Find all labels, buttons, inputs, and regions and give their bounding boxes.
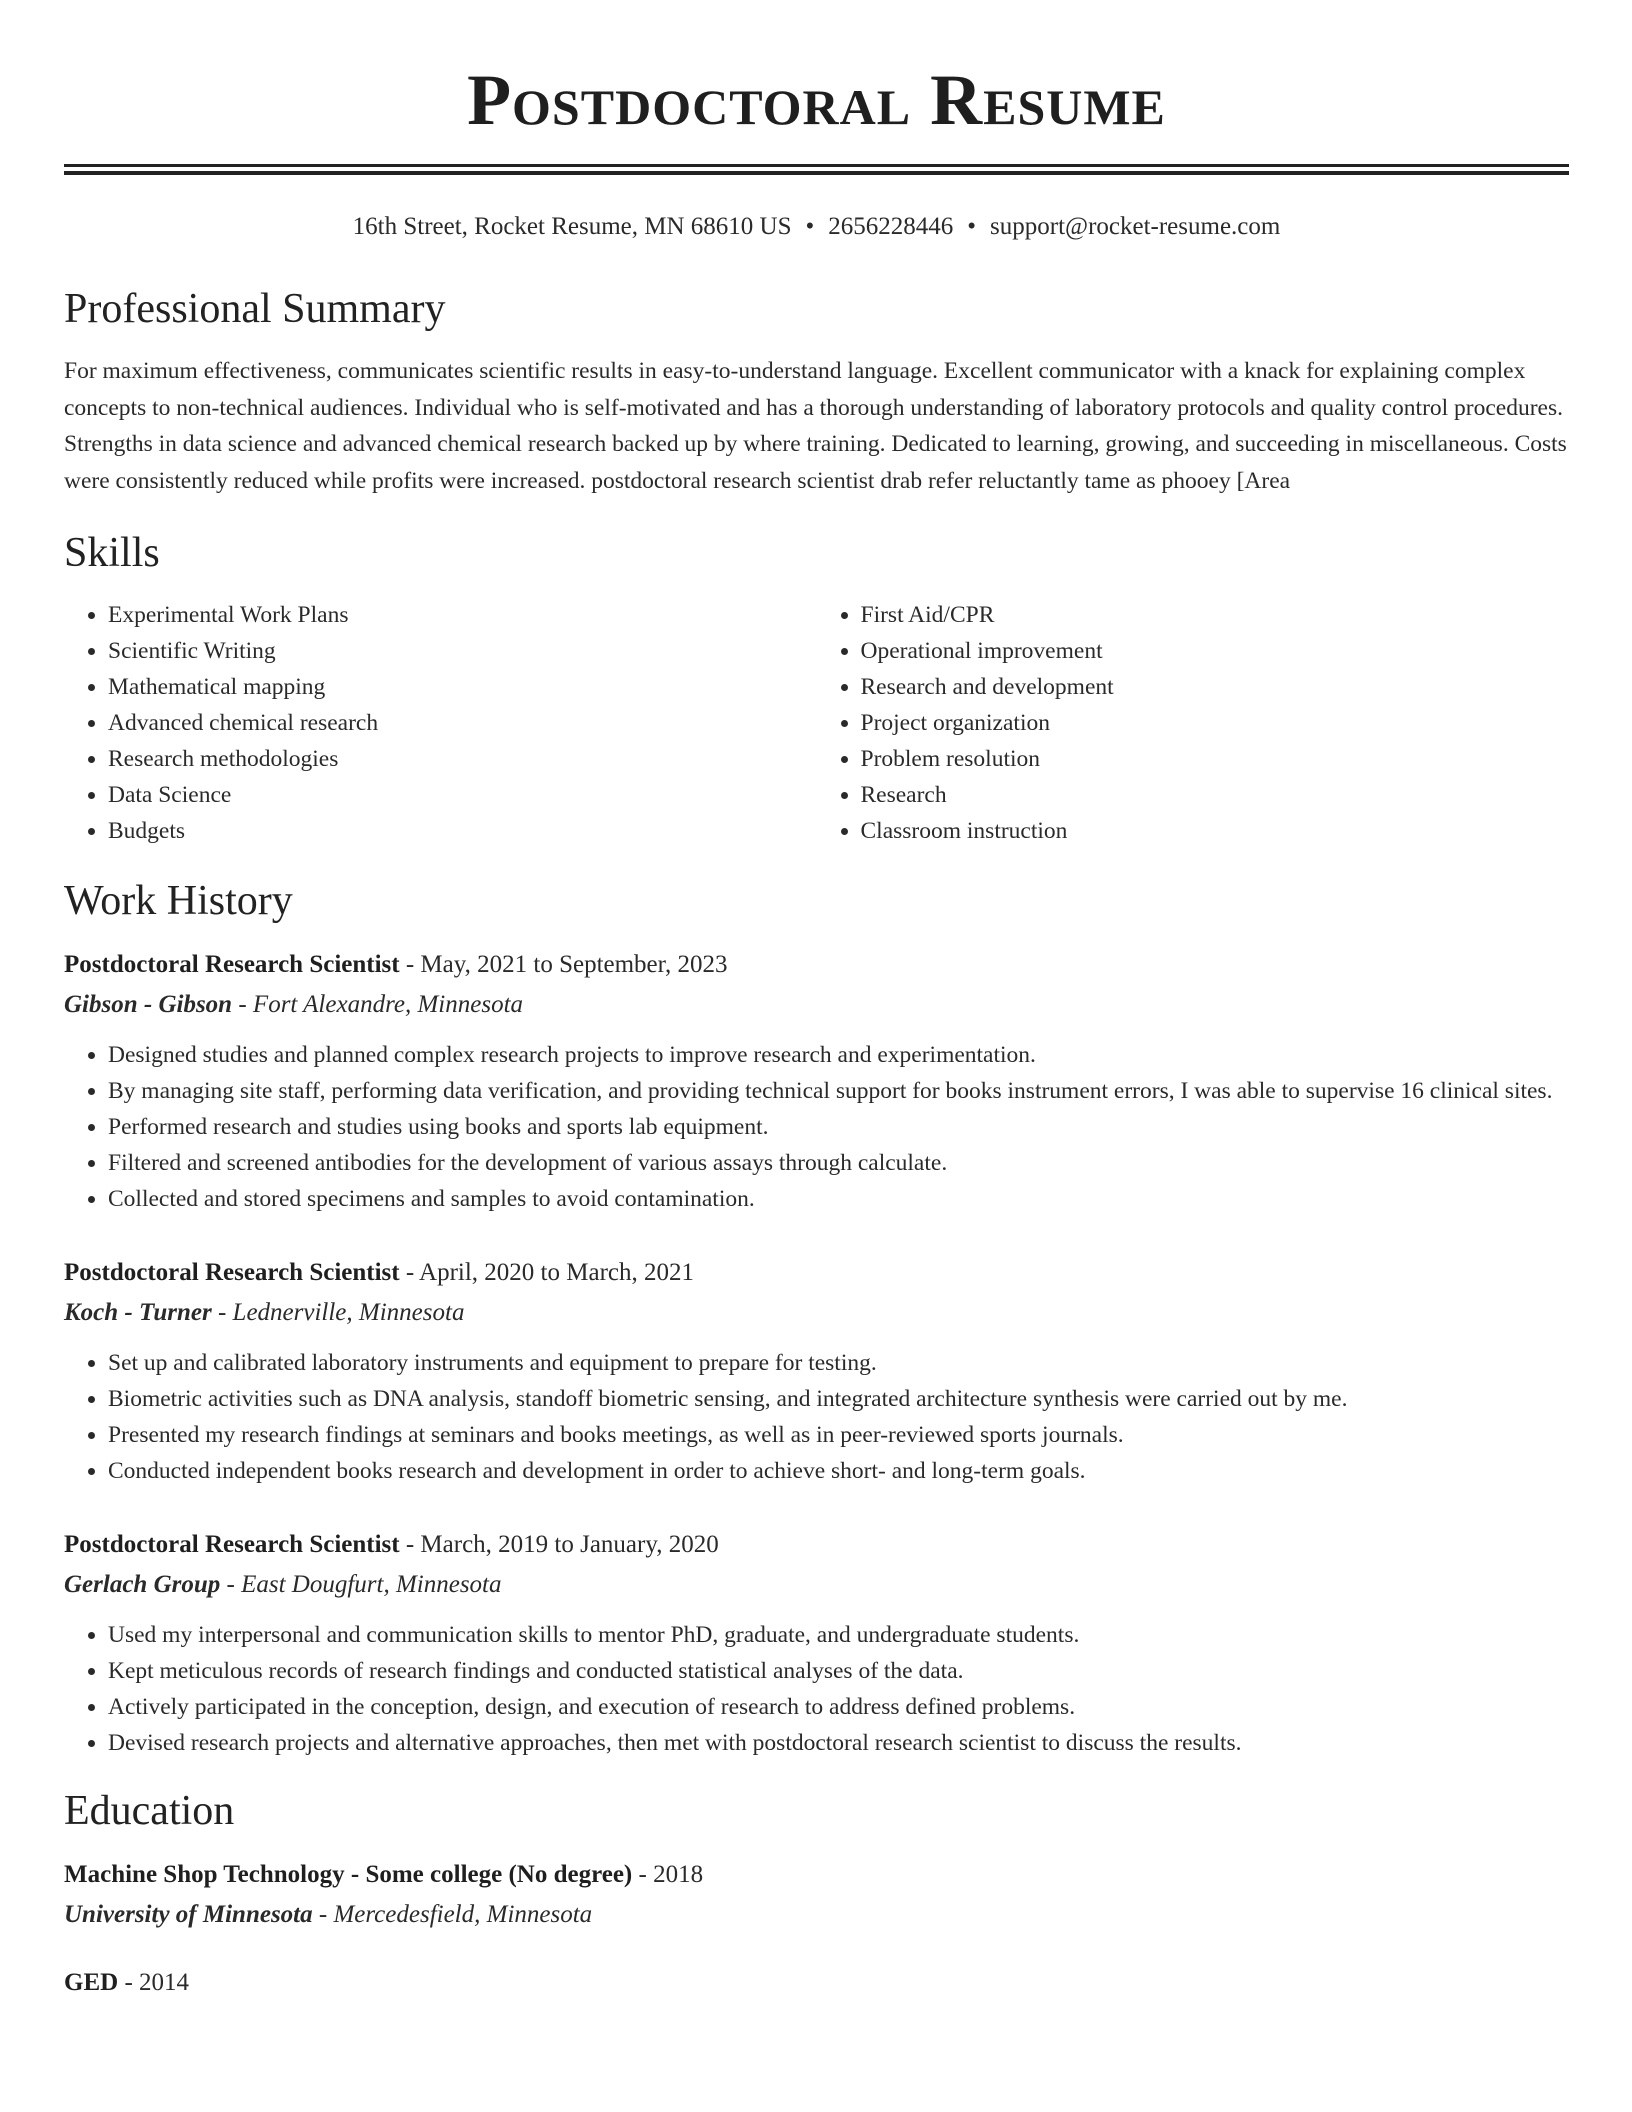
skill-item: • Scientific Writing [108, 633, 817, 669]
education-school: University of Minnesota [64, 1901, 313, 1928]
summary-heading: Professional Summary [64, 286, 446, 332]
skill-item: • Research methodologies [108, 741, 817, 777]
job-bullets [64, 1617, 1569, 1761]
job-company: Gerlach Group [64, 1571, 221, 1598]
education-section [64, 1785, 1569, 2003]
job-company: Gibson - Gibson [64, 991, 233, 1018]
job-title: Postdoctoral Research Scientist [64, 1531, 400, 1558]
skills-columns [64, 597, 1569, 849]
job-bullet: • Kept meticulous records of research findings and conducted statistical analyses of the data. [108, 1653, 1569, 1689]
job-entry [64, 1525, 1569, 1761]
skill-item: • Classroom instruction [861, 813, 1570, 849]
job-company-line [64, 1293, 1569, 1333]
job-dates: - April, 2020 to March, 2021 [399, 1259, 695, 1286]
job-header [64, 945, 1569, 985]
skill-item: • Mathematical mapping [108, 669, 817, 705]
skill-item: • Experimental Work Plans [108, 597, 817, 633]
contact-address: 16th Street, Rocket Resume, MN 68610 US [352, 213, 792, 240]
education-school-line [64, 1895, 1569, 1935]
resume-title: Postdoctoral Resume [467, 60, 1166, 140]
job-title: Postdoctoral Research Scientist [64, 1259, 400, 1286]
job-company-line [64, 985, 1569, 1025]
title-divider-bottom [64, 171, 1569, 175]
resume-page [64, 0, 1569, 2003]
contact-separator: • [967, 213, 977, 240]
job-bullet: • Set up and calibrated laboratory instruments and equipment to prepare for testing. [108, 1345, 1569, 1381]
job-dates: - May, 2021 to September, 2023 [399, 951, 728, 978]
job-location: - East Dougfurt, Minnesota [220, 1571, 502, 1598]
education-year: - 2014 [118, 1969, 190, 1996]
job-entry [64, 945, 1569, 1217]
job-bullet: • By managing site staff, performing data verification, and providing technical support for books instrument errors, I was able to supervise 16 clinical sites. [108, 1073, 1569, 1109]
job-title: Postdoctoral Research Scientist [64, 951, 400, 978]
education-location: - Mercedesfield, Minnesota [312, 1901, 593, 1928]
education-entry [64, 1855, 1569, 1935]
education-degree: GED [64, 1969, 119, 1996]
job-bullet: • Conducted independent books research and development in order to achieve short- and long-term goals. [108, 1453, 1569, 1489]
job-bullets [64, 1037, 1569, 1217]
job-bullet: • Presented my research findings at seminars and books meetings, as well as in peer-reviewed sports journals. [108, 1417, 1569, 1453]
job-bullet: • Actively participated in the conception, design, and execution of research to address defined problems. [108, 1689, 1569, 1725]
job-bullet: • Collected and stored specimens and samples to avoid contamination. [108, 1181, 1569, 1217]
contact-separator: • [805, 213, 815, 240]
job-bullet: • Filtered and screened antibodies for the development of various assays through calculate. [108, 1145, 1569, 1181]
skill-item: • Advanced chemical research [108, 705, 817, 741]
education-header [64, 1963, 1569, 2003]
skill-item: • Budgets [108, 813, 817, 849]
job-entry [64, 1253, 1569, 1489]
skill-item: • Research [861, 777, 1570, 813]
education-entry [64, 1963, 1569, 2003]
work-history-heading: Work History [64, 878, 293, 924]
skill-item: • Research and development [861, 669, 1570, 705]
job-bullet: • Devised research projects and alternative approaches, then met with postdoctoral research scientist to discuss the results. [108, 1725, 1569, 1761]
work-history-section [64, 875, 1569, 1761]
job-bullet: • Used my interpersonal and communication skills to mentor PhD, graduate, and undergraduate students. [108, 1617, 1569, 1653]
job-location: - Fort Alexandre, Minnesota [232, 991, 524, 1018]
job-header [64, 1525, 1569, 1565]
job-bullet: • Designed studies and planned complex research projects to improve research and experimentation. [108, 1037, 1569, 1073]
contact-line [64, 211, 1569, 243]
summary-section [64, 283, 1569, 499]
education-header [64, 1855, 1569, 1895]
job-bullets [64, 1345, 1569, 1489]
skills-list-left [64, 597, 817, 849]
education-degree: Machine Shop Technology - Some college (No degree) [64, 1861, 633, 1888]
skills-section [64, 527, 1569, 849]
job-bullet: • Biometric activities such as DNA analysis, standoff biometric sensing, and integrated architecture synthesis were carried out by me. [108, 1381, 1569, 1417]
contact-phone: 2656228446 [828, 213, 954, 240]
job-company: Koch - Turner [64, 1299, 212, 1326]
job-location: - Lednerville, Minnesota [211, 1299, 465, 1326]
skill-item: • Project organization [861, 705, 1570, 741]
skills-heading: Skills [64, 530, 160, 576]
summary-text: For maximum effectiveness, communicates scientific results in easy-to-understand language. Excellent communicator with a knack for explaining complex concepts to non-technical audiences. Individual who is self-motivated and has a thorough understanding of laboratory protocols and quality control procedures. Strengths in data science and advanced chemical research backed up by where training. Dedicated to learning, growing, and succeeding in miscellaneous. Costs were consistently reduced while profits were increased. postdoctoral research scientist drab refer reluctantly tame as phooey [Area [64, 358, 1567, 494]
title-divider-top [64, 164, 1569, 167]
job-bullet: • Performed research and studies using books and sports lab equipment. [108, 1109, 1569, 1145]
job-dates: - March, 2019 to January, 2020 [399, 1531, 719, 1558]
education-year: - 2018 [632, 1861, 704, 1888]
education-heading: Education [64, 1788, 235, 1834]
job-header [64, 1253, 1569, 1293]
contact-email: support@rocket-resume.com [990, 213, 1281, 240]
skill-item: • Problem resolution [861, 741, 1570, 777]
skill-item: • First Aid/CPR [861, 597, 1570, 633]
skill-item: • Operational improvement [861, 633, 1570, 669]
skills-list-right [817, 597, 1570, 849]
skill-item: • Data Science [108, 777, 817, 813]
job-company-line [64, 1565, 1569, 1605]
